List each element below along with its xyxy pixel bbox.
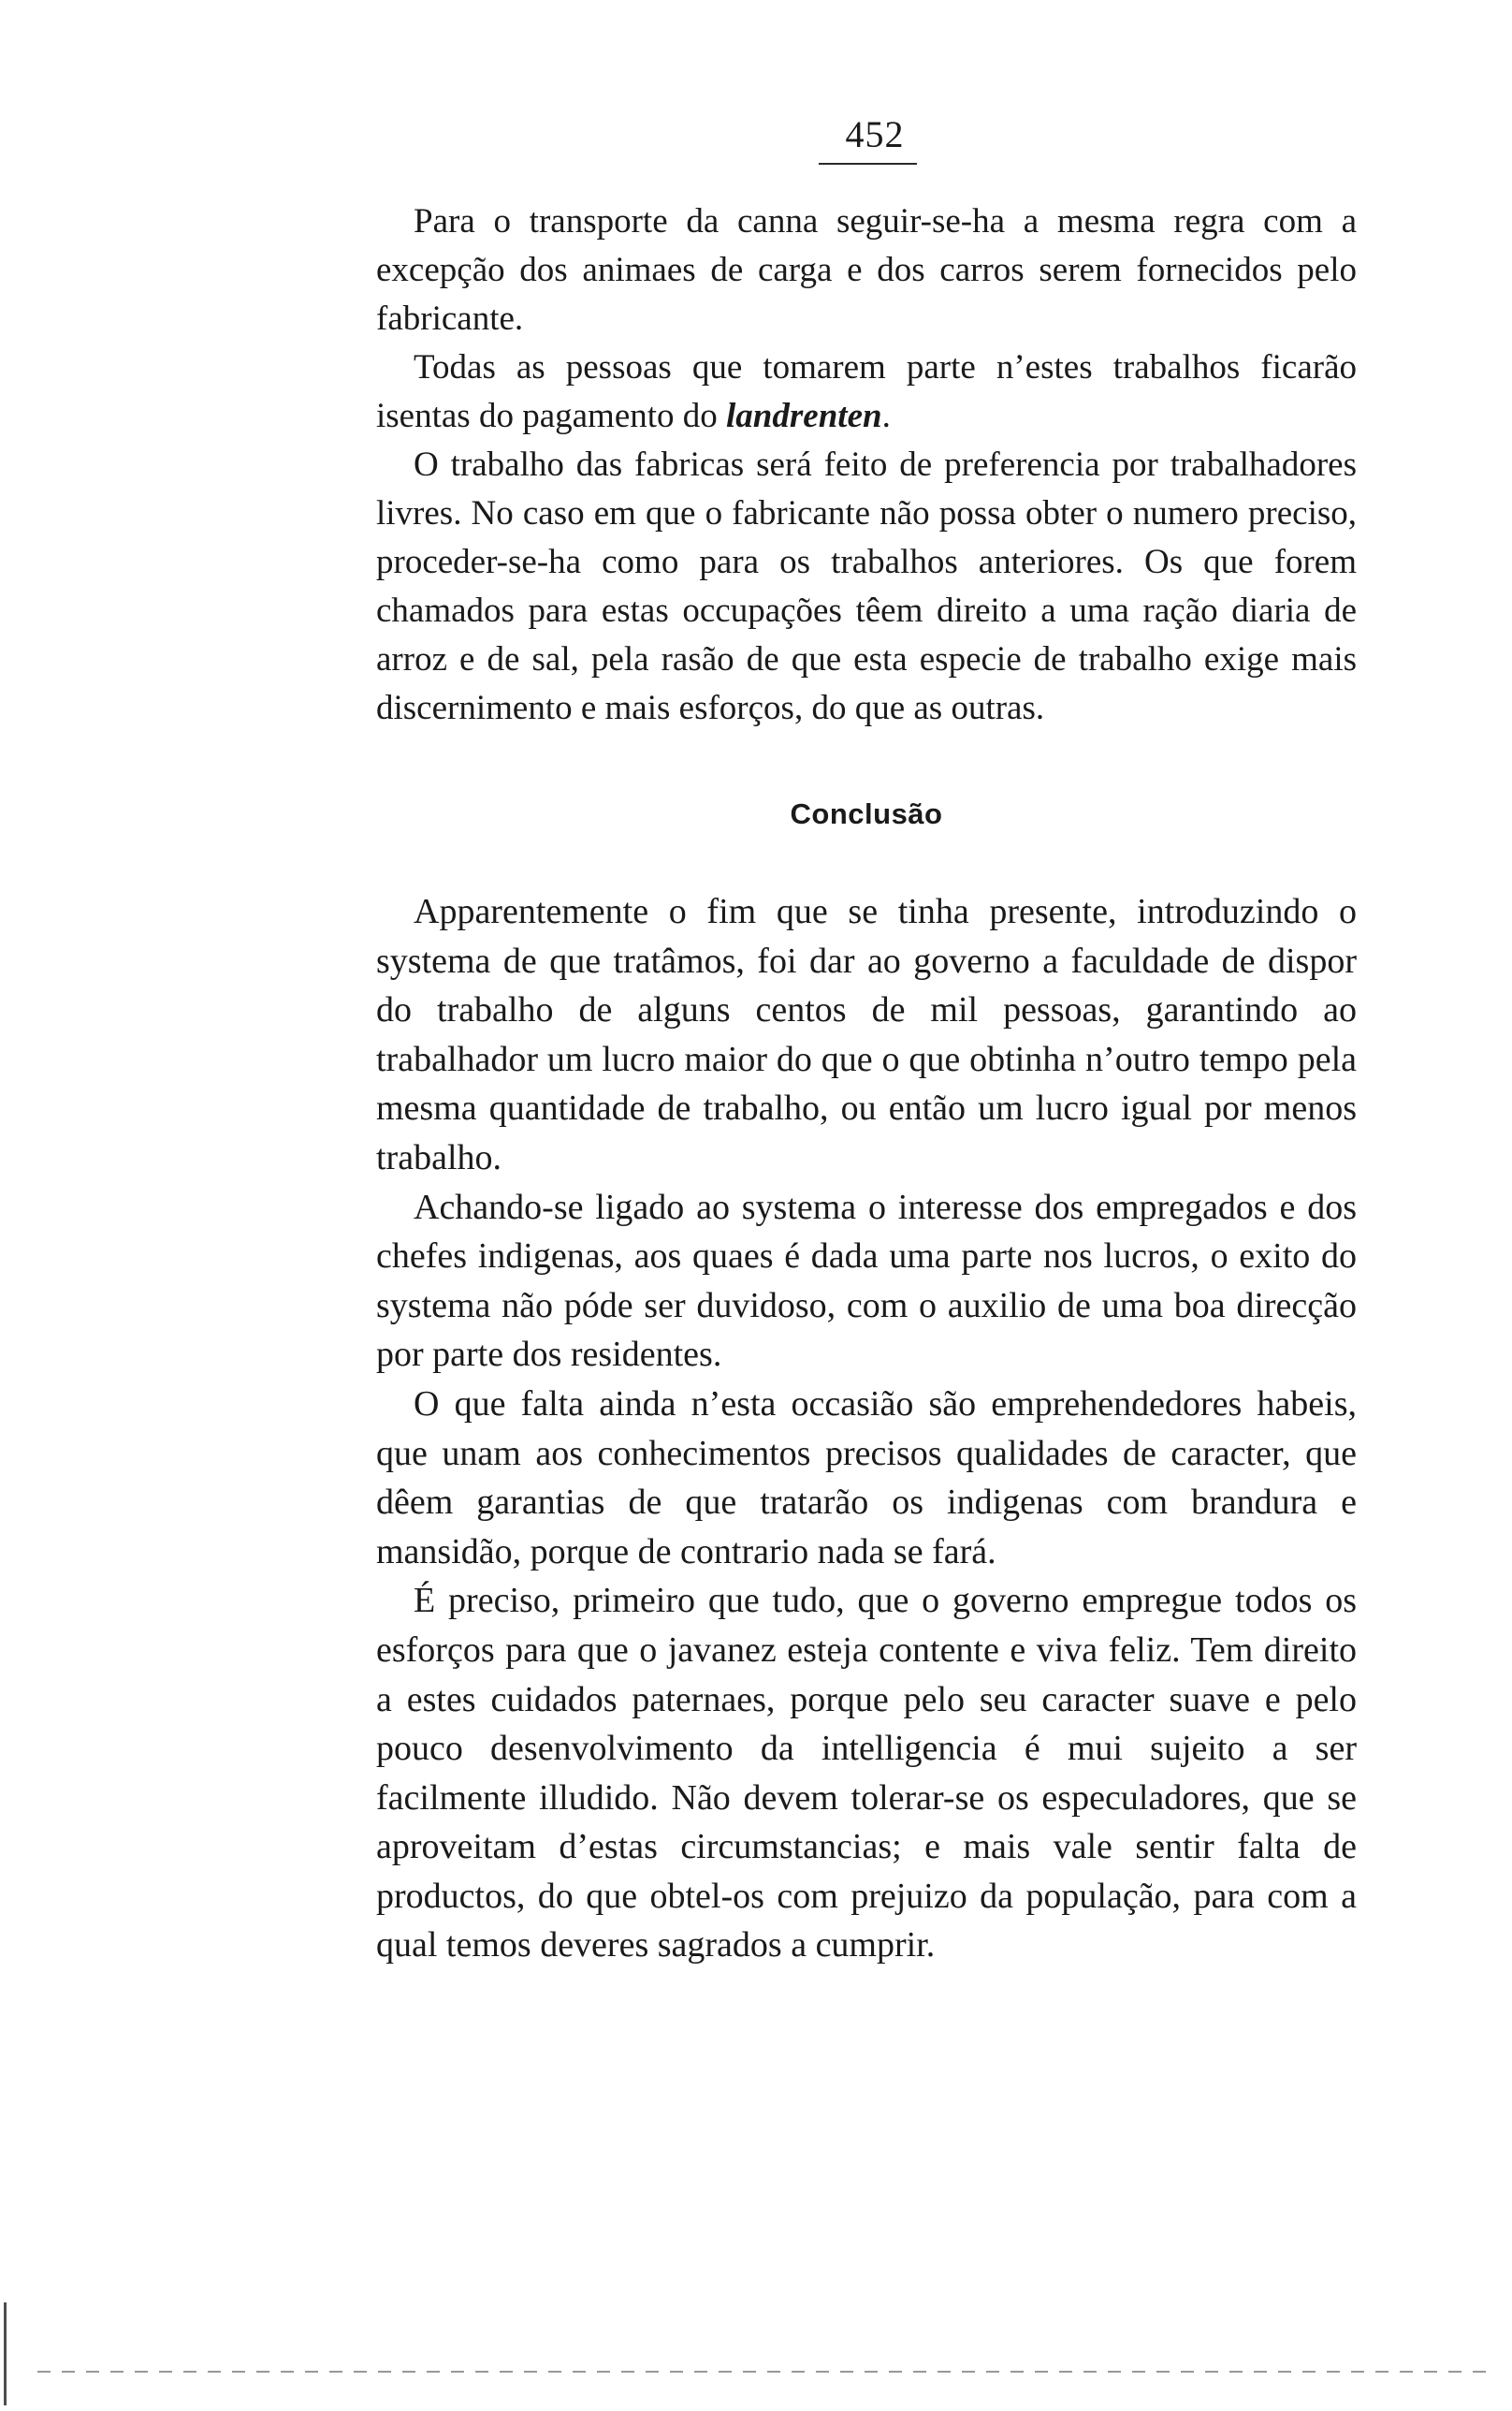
page-number: 452 [845, 113, 905, 155]
paragraph-falta: O que falta ainda n’esta occasião são emprehendedores habeis, que unam aos conhecimentos precisos qualidades de caracter, que dêem garantias de que tratarão os indigenas com brandura e mansidão, porque de contrario nada se fará. [376, 1383, 1357, 1571]
paragraph-transport: Para o transporte da canna seguir-se-ha a mesma regra com a excepção dos animaes de carga e dos carros serem fornecidos pelo fabricante. [376, 202, 1357, 338]
paragraph-landrenten-text: Todas as pessoas que tomarem parte n’estes trabalhos ficarão isentas do pagamento do [376, 348, 1357, 435]
paragraph-achando: Achando-se ligado ao systema o interesse dos empregados e dos chefes indigenas, aos quaes é dada uma parte nos lucros, o exito do systema não póde ser duvidoso, com o auxilio de uma boa direcção por parte dos residentes. [376, 1187, 1357, 1375]
term-landrenten: landrenten [726, 397, 882, 435]
text-block-before-heading [376, 197, 1357, 733]
paragraph-apparentemente: Apparentemente o fim que se tinha presente, introduzindo o systema de que tratâmos, foi dar ao governo a faculdade de dispor do trabalho de alguns centos de mil pessoas, garantindo ao trabalhador um lucro maior do que o que obtinha n’outro tempo pela mesma quantidade de trabalho, ou então um lucro igual por menos trabalho. [376, 892, 1357, 1177]
paragraph-fabricas: O trabalho das fabricas será feito de preferencia por trabalhadores livres. No caso em que o fabricante não possa obter o numero preciso, proceder-se-ha como para os trabalhos anteriores. Os que forem chamados para estas occupações têem direito a uma ração diaria de arroz e de sal, pela rasão de que esta especie de trabalho exige mais discernimento e mais esforços, do que as outras. [376, 446, 1357, 727]
paragraph-landrenten [376, 343, 1357, 441]
page-number-rule [819, 163, 917, 165]
scan-left-edge-mark [4, 2302, 7, 2405]
paragraph-landrenten-end: . [881, 397, 891, 435]
section-heading: Conclusão [790, 797, 943, 830]
scan-bottom-edge [37, 2371, 1497, 2373]
text-block-conclusion [376, 887, 1357, 1970]
paragraph-preciso: É preciso, primeiro que tudo, que o governo empregue todos os esforços para que o javanez esteja contente e viva feliz. Tem direito a estes cuidados paternaes, porque pelo seu caracter suave e pelo pouco desenvolvimento da intelligencia é mui sujeito a ser facilmente illudido. Não devem tolerar-se os especuladores, que se aproveitam d’estas circumstancias; e mais vale sentir falta de productos, do que obtel-os com prejuizo da população, para com a qual temos deveres sagrados a cumprir. [376, 1581, 1357, 1965]
